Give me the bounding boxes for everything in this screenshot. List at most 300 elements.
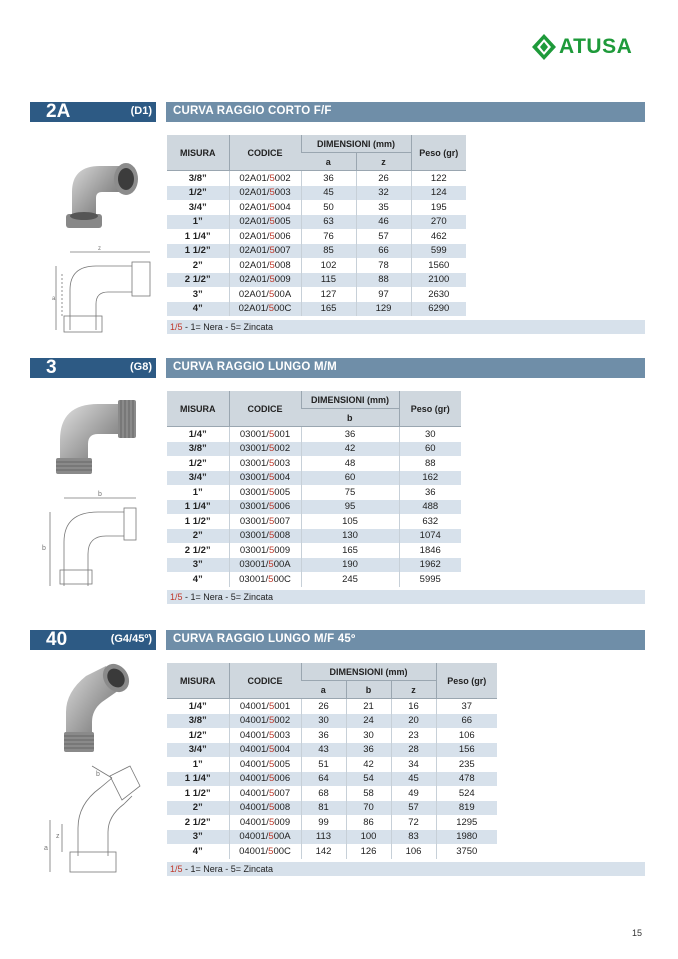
cell-peso: 524 [436, 786, 497, 801]
section-code: (G4/45º) [110, 633, 152, 645]
table-header-row [167, 135, 466, 153]
cell-dim-z: 45 [391, 772, 436, 787]
table-row [167, 543, 461, 558]
cell-misura: 1/2” [188, 729, 207, 741]
technical-drawing-elbow-long [36, 490, 146, 590]
table-row [167, 471, 461, 486]
cell-peso: 462 [411, 229, 466, 244]
atusa-logo [531, 33, 649, 61]
codice-prefix: 04001/ [239, 729, 269, 741]
svg-text:z: z [56, 833, 60, 840]
codice-variant: 5 [268, 486, 275, 498]
table-header-row [167, 391, 461, 409]
cell-peso: 36 [399, 485, 461, 500]
codice-prefix: 04001/ [239, 845, 269, 857]
codice-suffix: 008 [274, 802, 291, 814]
cell-misura: 3” [192, 288, 203, 300]
header-dim-b: b [346, 681, 391, 699]
codice-variant: 5 [269, 274, 275, 286]
codice-prefix: 03001/ [239, 559, 269, 571]
cell-misura: 3/8” [167, 714, 229, 729]
cell-dim-b: 54 [346, 772, 391, 787]
table-row [167, 427, 461, 442]
cell-codice [229, 558, 301, 573]
table-row [167, 699, 497, 714]
cell-dim-b: 30 [346, 728, 391, 743]
cell-misura: 3/8” [188, 172, 207, 184]
svg-text:z: z [98, 246, 101, 252]
table-row [167, 728, 497, 743]
technical-drawing-elbow-short [52, 244, 162, 336]
section-number-box [30, 358, 156, 378]
cell-dim-z: 83 [391, 830, 436, 845]
cell-peso: 3750 [436, 844, 497, 859]
cell-misura: 1” [167, 215, 229, 230]
cell-dim-a: 68 [301, 786, 346, 801]
codice-prefix: 04001/ [239, 831, 269, 843]
codice-prefix: 02A01/ [239, 201, 270, 213]
codice-variant: 5 [268, 501, 275, 513]
cell-dim-a: 36 [301, 171, 356, 186]
codice-prefix: 02A01/ [238, 303, 269, 315]
cell-dim-z: 23 [391, 728, 436, 743]
codice-suffix: 001 [274, 700, 291, 712]
spec-table [167, 663, 497, 859]
header-codice: CODICE [229, 135, 301, 171]
codice-variant: 5 [268, 573, 274, 585]
section-40 [30, 630, 645, 880]
cell-misura: 2” [192, 259, 203, 271]
cell-peso: 2100 [411, 273, 466, 288]
section-3 [30, 358, 645, 608]
cell-peso: 819 [436, 801, 497, 816]
cell-codice [229, 830, 301, 845]
codice-prefix: 03001/ [239, 501, 269, 513]
table-row [167, 302, 466, 317]
cell-codice [229, 442, 301, 457]
codice-suffix: 00A [274, 288, 292, 300]
codice-prefix: 02A01/ [239, 274, 270, 286]
codice-variant: 5 [268, 428, 275, 440]
codice-prefix: 04001/ [239, 715, 269, 727]
product-photo-elbow-45 [60, 662, 132, 754]
codice-suffix: 003 [274, 187, 291, 199]
cell-dim-a: 102 [301, 258, 356, 273]
cell-codice [229, 186, 301, 201]
cell-dim-z: 16 [391, 699, 436, 714]
table-row [167, 258, 466, 273]
codice-variant: 5 [268, 845, 274, 857]
cell-peso: 599 [411, 244, 466, 259]
cell-peso: 60 [399, 442, 461, 457]
cell-codice [229, 302, 301, 317]
section-title: CURVA RAGGIO CORTO F/F [173, 105, 332, 117]
product-photo-elbow-long [52, 394, 144, 476]
cell-misura: 1/2” [188, 457, 207, 469]
codice-suffix: 005 [274, 486, 291, 498]
cell-dim-z: 20 [391, 714, 436, 729]
cell-dim-z: 34 [391, 757, 436, 772]
codice-suffix: 007 [274, 787, 291, 799]
svg-text:a: a [52, 296, 56, 302]
cell-dim-a: 165 [301, 302, 356, 317]
codice-suffix: 00A [273, 559, 291, 571]
codice-suffix: 006 [274, 501, 291, 513]
table-row [167, 500, 461, 515]
table-row [167, 830, 497, 845]
codice-suffix: 00C [273, 303, 292, 315]
codice-prefix: 02A01/ [239, 230, 270, 242]
table-row [167, 273, 466, 288]
cell-dim-z: 78 [356, 258, 411, 273]
cell-dim-z: 28 [391, 743, 436, 758]
header-peso: Peso (gr) [411, 135, 466, 171]
cell-codice [229, 714, 301, 729]
cell-dim-z: 106 [391, 844, 436, 859]
cell-peso: 1962 [399, 558, 461, 573]
cell-dim-b: 245 [301, 572, 399, 587]
cell-dim-a: 64 [301, 772, 346, 787]
cell-codice [229, 757, 301, 772]
cell-dim-b: 165 [301, 543, 399, 558]
cell-dim-z: 57 [356, 229, 411, 244]
codice-suffix: 009 [274, 544, 291, 556]
cell-codice [229, 456, 301, 471]
codice-prefix: 02A01/ [238, 288, 269, 300]
codice-variant: 5 [268, 773, 275, 785]
cell-dim-b: 95 [301, 500, 399, 515]
table-row [167, 786, 497, 801]
header-dim-z: z [356, 153, 411, 171]
cell-misura: 1 1/2” [184, 515, 211, 527]
header-peso: Peso (gr) [399, 391, 461, 427]
codice-variant: 5 [268, 472, 275, 484]
table-row [167, 229, 466, 244]
header-dimensioni: DIMENSIONI (mm) [301, 391, 399, 409]
codice-suffix: 002 [274, 715, 291, 727]
codice-suffix: 006 [274, 773, 291, 785]
svg-text:b: b [96, 771, 100, 778]
cell-peso: 1560 [411, 258, 466, 273]
cell-dim-b: 36 [301, 427, 399, 442]
codice-prefix: 04001/ [239, 758, 269, 770]
cell-misura: 1” [192, 758, 203, 770]
section-header [30, 630, 645, 650]
cell-misura: 1 1/2” [184, 787, 211, 799]
cell-dim-b: 75 [301, 485, 399, 500]
codice-prefix: 03001/ [239, 573, 269, 585]
spec-table [167, 391, 461, 587]
note-text: - 1= Nera - 5= Zincata [182, 864, 274, 874]
cell-dim-a: 115 [301, 273, 356, 288]
svg-text:b: b [98, 491, 102, 498]
atusa-diamond-icon [531, 33, 557, 61]
cell-dim-z: 35 [356, 200, 411, 215]
header-dimensioni: DIMENSIONI (mm) [301, 663, 436, 681]
section-number-box [30, 630, 156, 650]
spec-table [167, 135, 466, 316]
header-dimensioni: DIMENSIONI (mm) [301, 135, 411, 153]
table-row [167, 287, 466, 302]
codice-suffix: 007 [274, 515, 291, 527]
cell-codice [229, 200, 301, 215]
codice-prefix: 03001/ [239, 530, 269, 542]
codice-suffix: 008 [274, 259, 291, 271]
table-row [167, 757, 497, 772]
cell-codice [229, 171, 301, 186]
cell-dim-z: 88 [356, 273, 411, 288]
cell-codice [229, 543, 301, 558]
codice-prefix: 03001/ [239, 486, 269, 498]
codice-variant: 5 [269, 245, 275, 257]
table-row [167, 801, 497, 816]
cell-dim-b: 24 [346, 714, 391, 729]
cell-peso: 488 [399, 500, 461, 515]
cell-codice [229, 258, 301, 273]
table-row [167, 200, 466, 215]
cell-dim-b: 86 [346, 815, 391, 830]
header-peso: Peso (gr) [436, 663, 497, 699]
table-header-row [167, 663, 497, 681]
cell-dim-a: 81 [301, 801, 346, 816]
cell-dim-a: 43 [301, 743, 346, 758]
codice-prefix: 03001/ [239, 472, 269, 484]
cell-misura: 1 1/2” [167, 244, 229, 259]
cell-codice [229, 844, 301, 859]
note-text: - 1= Nera - 5= Zincata [182, 592, 274, 602]
table-row [167, 186, 466, 201]
table-row [167, 743, 497, 758]
cell-misura: 2 1/2” [167, 273, 229, 288]
header-dim-b: b [301, 409, 399, 427]
cell-dim-a: 51 [301, 757, 346, 772]
note-text: - 1= Nera - 5= Zincata [182, 322, 274, 332]
codice-suffix: 00C [273, 573, 291, 585]
codice-variant: 5 [268, 443, 275, 455]
table-row [167, 456, 461, 471]
codice-suffix: 005 [274, 758, 291, 770]
cell-peso: 2630 [411, 287, 466, 302]
codice-suffix: 008 [274, 530, 291, 542]
cell-dim-b: 58 [346, 786, 391, 801]
note-code: 1/5 [170, 322, 183, 332]
cell-dim-z: 57 [391, 801, 436, 816]
header-dim-a: a [301, 681, 346, 699]
cell-dim-b: 36 [346, 743, 391, 758]
cell-dim-a: 30 [301, 714, 346, 729]
codice-suffix: 002 [274, 443, 291, 455]
table-row [167, 514, 461, 529]
codice-suffix: 007 [274, 245, 291, 257]
cell-peso: 37 [436, 699, 497, 714]
cell-codice [229, 786, 301, 801]
cell-misura: 3” [167, 830, 229, 845]
section-number: 2A [46, 101, 71, 122]
codice-suffix: 009 [274, 274, 291, 286]
cell-peso: 632 [399, 514, 461, 529]
cell-codice [229, 514, 301, 529]
table-row [167, 442, 461, 457]
section-title: CURVA RAGGIO LUNGO M/F 45º [173, 633, 356, 645]
codice-prefix: 02A01/ [239, 259, 270, 271]
cell-dim-b: 48 [301, 456, 399, 471]
codice-prefix: 02A01/ [239, 187, 270, 199]
section-code: (D1) [130, 105, 152, 117]
cell-codice [229, 801, 301, 816]
table-row [167, 714, 497, 729]
cell-peso: 478 [436, 772, 497, 787]
table-row [167, 815, 497, 830]
cell-dim-a: 76 [301, 229, 356, 244]
codice-variant: 5 [268, 544, 275, 556]
cell-dim-a: 99 [301, 815, 346, 830]
section-title-box [166, 630, 645, 650]
codice-variant: 5 [268, 515, 275, 527]
brand-name: ATUSA [559, 35, 633, 58]
cell-misura: 3” [167, 558, 229, 573]
cell-codice [229, 815, 301, 830]
section-number: 40 [46, 629, 68, 650]
cell-dim-a: 36 [301, 728, 346, 743]
cell-peso: 66 [436, 714, 497, 729]
codice-variant: 5 [269, 201, 275, 213]
cell-codice [229, 427, 301, 442]
technical-drawing-elbow-45 [36, 764, 146, 876]
codice-variant: 5 [268, 559, 274, 571]
codice-suffix: 005 [274, 216, 291, 228]
cell-codice [229, 529, 301, 544]
cell-dim-z: 97 [356, 287, 411, 302]
cell-dim-b: 105 [301, 514, 399, 529]
cell-misura: 2” [167, 529, 229, 544]
cell-dim-z: 66 [356, 244, 411, 259]
cell-dim-a: 50 [301, 200, 356, 215]
cell-codice [229, 743, 301, 758]
cell-peso: 1295 [436, 815, 497, 830]
codice-prefix: 04001/ [239, 787, 269, 799]
codice-suffix: 006 [274, 230, 291, 242]
cell-dim-a: 85 [301, 244, 356, 259]
cell-dim-b: 60 [301, 471, 399, 486]
codice-prefix: 03001/ [239, 544, 269, 556]
codice-prefix: 04001/ [239, 802, 269, 814]
header-dim-z: z [391, 681, 436, 699]
cell-peso: 1980 [436, 830, 497, 845]
section-header [30, 102, 645, 122]
cell-peso: 88 [399, 456, 461, 471]
cell-dim-b: 70 [346, 801, 391, 816]
codice-prefix: 03001/ [239, 443, 269, 455]
cell-dim-z: 49 [391, 786, 436, 801]
codice-variant: 5 [268, 729, 275, 741]
table-row [167, 485, 461, 500]
cell-misura: 1” [192, 486, 203, 498]
codice-prefix: 03001/ [239, 428, 269, 440]
cell-dim-b: 190 [301, 558, 399, 573]
section-code: (G8) [130, 361, 152, 373]
header-misura: MISURA [167, 391, 229, 427]
note-code: 1/5 [170, 864, 183, 874]
svg-text:b: b [42, 545, 46, 552]
codice-prefix: 04001/ [239, 773, 269, 785]
cell-misura: 1/4” [188, 700, 207, 712]
cell-codice [229, 500, 301, 515]
cell-misura: 3/8” [167, 442, 229, 457]
cell-dim-z: 72 [391, 815, 436, 830]
cell-peso: 6290 [411, 302, 466, 317]
codice-suffix: 004 [274, 472, 291, 484]
codice-prefix: 03001/ [239, 515, 269, 527]
header-dim-a: a [301, 153, 356, 171]
cell-peso: 30 [399, 427, 461, 442]
cell-dim-z: 26 [356, 171, 411, 186]
note-bar [167, 862, 645, 876]
note-bar [167, 320, 645, 334]
header-codice: CODICE [229, 391, 301, 427]
codice-prefix: 02A01/ [239, 216, 270, 228]
cell-misura: 1 1/4” [167, 772, 229, 787]
cell-dim-a: 142 [301, 844, 346, 859]
cell-misura: 4” [167, 302, 229, 317]
cell-misura: 2 1/2” [184, 544, 211, 556]
codice-suffix: 003 [274, 457, 291, 469]
codice-suffix: 004 [274, 201, 291, 213]
codice-variant: 5 [268, 700, 275, 712]
codice-variant: 5 [268, 530, 275, 542]
cell-dim-b: 130 [301, 529, 399, 544]
codice-prefix: 02A01/ [239, 245, 270, 257]
table-row [167, 171, 466, 186]
cell-dim-a: 113 [301, 830, 346, 845]
cell-codice [229, 273, 301, 288]
cell-misura: 2 1/2” [184, 816, 211, 828]
section-header [30, 358, 645, 378]
cell-codice [229, 572, 301, 587]
cell-misura: 1 1/4” [167, 500, 229, 515]
header-misura: MISURA [167, 135, 229, 171]
table-row [167, 572, 461, 587]
cell-dim-b: 42 [301, 442, 399, 457]
section-number-box [30, 102, 156, 122]
table-row [167, 844, 497, 859]
codice-variant: 5 [268, 457, 275, 469]
cell-codice [229, 287, 301, 302]
cell-codice [229, 244, 301, 259]
cell-misura: 3/4” [167, 743, 229, 758]
cell-dim-b: 100 [346, 830, 391, 845]
table-row [167, 529, 461, 544]
codice-variant: 5 [268, 303, 274, 315]
cell-dim-a: 63 [301, 215, 356, 230]
codice-suffix: 009 [274, 816, 291, 828]
cell-codice [229, 485, 301, 500]
cell-peso: 122 [411, 171, 466, 186]
cell-dim-z: 32 [356, 186, 411, 201]
codice-suffix: 002 [274, 172, 291, 184]
cell-peso: 235 [436, 757, 497, 772]
cell-peso: 124 [411, 186, 466, 201]
section-2a [30, 102, 645, 342]
codice-variant: 5 [269, 259, 275, 271]
codice-variant: 5 [268, 831, 274, 843]
codice-prefix: 03001/ [239, 457, 269, 469]
section-title: CURVA RAGGIO LUNGO M/M [173, 361, 337, 373]
cell-peso: 106 [436, 728, 497, 743]
codice-suffix: 001 [274, 428, 291, 440]
codice-suffix: 00C [273, 845, 291, 857]
cell-dim-b: 126 [346, 844, 391, 859]
codice-variant: 5 [268, 715, 275, 727]
